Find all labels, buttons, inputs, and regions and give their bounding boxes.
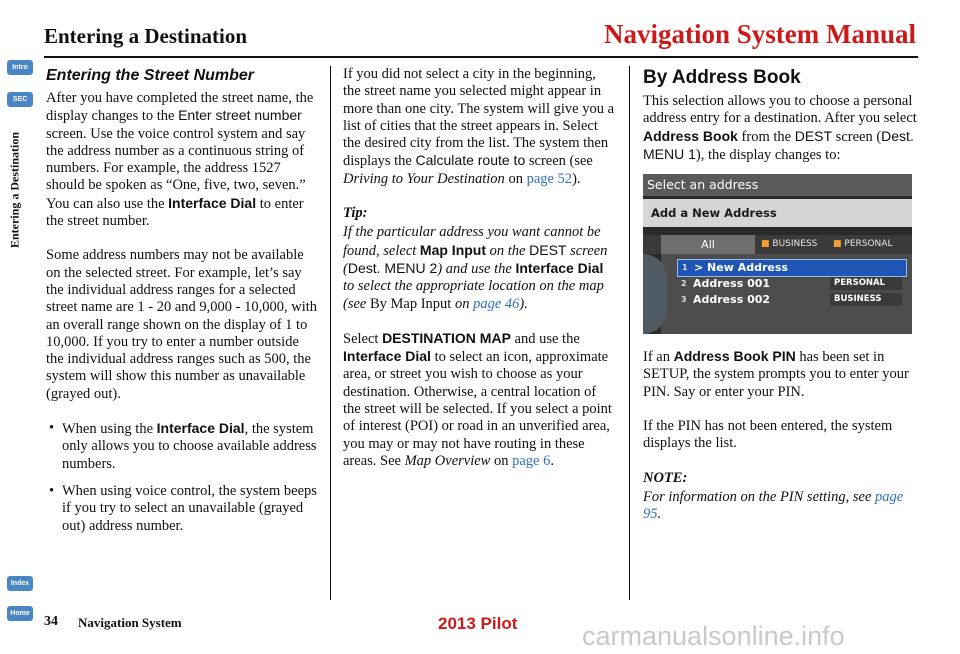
column-right [643,66,918,541]
page-link[interactable]: page 52 [526,170,573,187]
intro-tab[interactable]: Intro [7,60,33,75]
home-tab[interactable]: Home [7,606,33,621]
sec-tab[interactable]: SEC [7,92,33,107]
paragraph-pin-not-entered: If the PIN has not been entered, the system displays the list. [643,418,893,452]
screen-capture [643,174,912,334]
page-link[interactable]: page 95 [643,488,904,523]
page-number: 34 [44,614,58,629]
paragraph-address-ranges: Some address numbers may not be available on the selected street. For example, let’s say the individual address ranges for a selected street name are 1 - 20 and 9,000 - 10,000, with an overall range shown on the display of 1 to 10,000. If you try to enter a number outside the individual address ranges such as 500, the system will show this number as unavailable (grayed out). [46,247,317,402]
tip-heading: Tip: [343,205,368,222]
tab-business[interactable]: ■ BUSINESS [761,239,818,250]
bullet-list [46,420,318,535]
category-badge: BUSINESS [830,293,902,306]
add-address-button[interactable]: Add a New Address [643,199,912,227]
column-divider-2 [629,66,630,600]
page-link[interactable]: page 6 [512,452,551,469]
model-label: 2013 Pilot [438,614,518,633]
screen-title: Select an address [643,174,912,196]
paragraph-street-number: After you have completed the street name, the display changes to the Enter street number screen. Use the voice control system and say the address number as a continuous string of numbers. For example, the address 1527 should be spoken as “One, five, two, seven.” You can also use the Interface Dial to enter the street number. [46,90,314,230]
paragraph-address-book: This selection allows you to choose a personal address entry for a destination. After you select Address Book from the DEST screen (Dest. MENU 1), the display changes to: [643,93,917,163]
screen-tab-bar [643,235,912,254]
note-heading: NOTE: [643,469,688,486]
paragraph-destination-map: Select DESTINATION MAP and use the Interface Dial to select an icon, approximate area, or street you wish to choose as your destination. Otherwise, a central location of the street will be selected. If you select a point of interest (POI) or road in an unverified area, you may or may not have routing in these areas. See Map Overview on page 6. [343,329,612,469]
category-badge: PERSONAL [830,277,902,290]
list-item: • When using the Interface Dial, the system only allows you to choose available address numbers. [46,420,318,473]
subsection-heading: Entering the Street Number [46,67,255,84]
column-left [46,66,318,545]
person-icon: ■ [761,239,770,250]
header-rule [44,56,918,58]
paragraph-city: If you did not select a city in the beginning, the street name you selected might appear in more than one city. The system will give you a list of cities that the street appears in. Select the desired city from the list. The system then displays the Calculate route to screen (see Driving to Your Destination on page 52). [343,66,615,187]
footer-title: Navigation System [78,615,182,630]
section-heading: By Address Book [643,67,801,88]
paragraph-pin: If an Address Book PIN has been set in SETUP, the system prompts you to enter your PIN. Say or enter your PIN. [643,348,909,400]
tip-text: If the particular address you want cannot be found, select Map Input on the DEST screen (Dest. MENU 2) and use the Interface Dial to select the appropriate location on the map (see By Map Input on page 46). [343,224,608,312]
note-text: For information on the PIN setting, see page 95. [643,488,904,523]
watermark: carmanualsonline.info [582,621,845,651]
section-vertical-label: Entering a Destination [7,131,22,249]
list-item-address-002[interactable]: 3 Address 002 BUSINESS [677,292,905,308]
index-tab[interactable]: Index [7,576,33,591]
person-icon: ■ [833,239,842,250]
column-middle [343,66,615,487]
page-link[interactable]: page 46 [473,295,520,312]
column-divider-1 [330,66,331,600]
page-title: Entering a Destination [44,24,248,48]
dial-knob-graphic [643,254,667,334]
tab-personal[interactable]: ■ PERSONAL [833,239,893,250]
tab-all[interactable]: All [661,235,755,254]
list-item-address-001[interactable]: 2 Address 001 PERSONAL [677,276,905,292]
list-item-new-address[interactable]: 1 > New Address [677,259,907,277]
list-item: • When using voice control, the system beeps if you try to select an unavailable (grayed out) address number. [46,483,318,535]
manual-title: Navigation System Manual [603,19,916,49]
